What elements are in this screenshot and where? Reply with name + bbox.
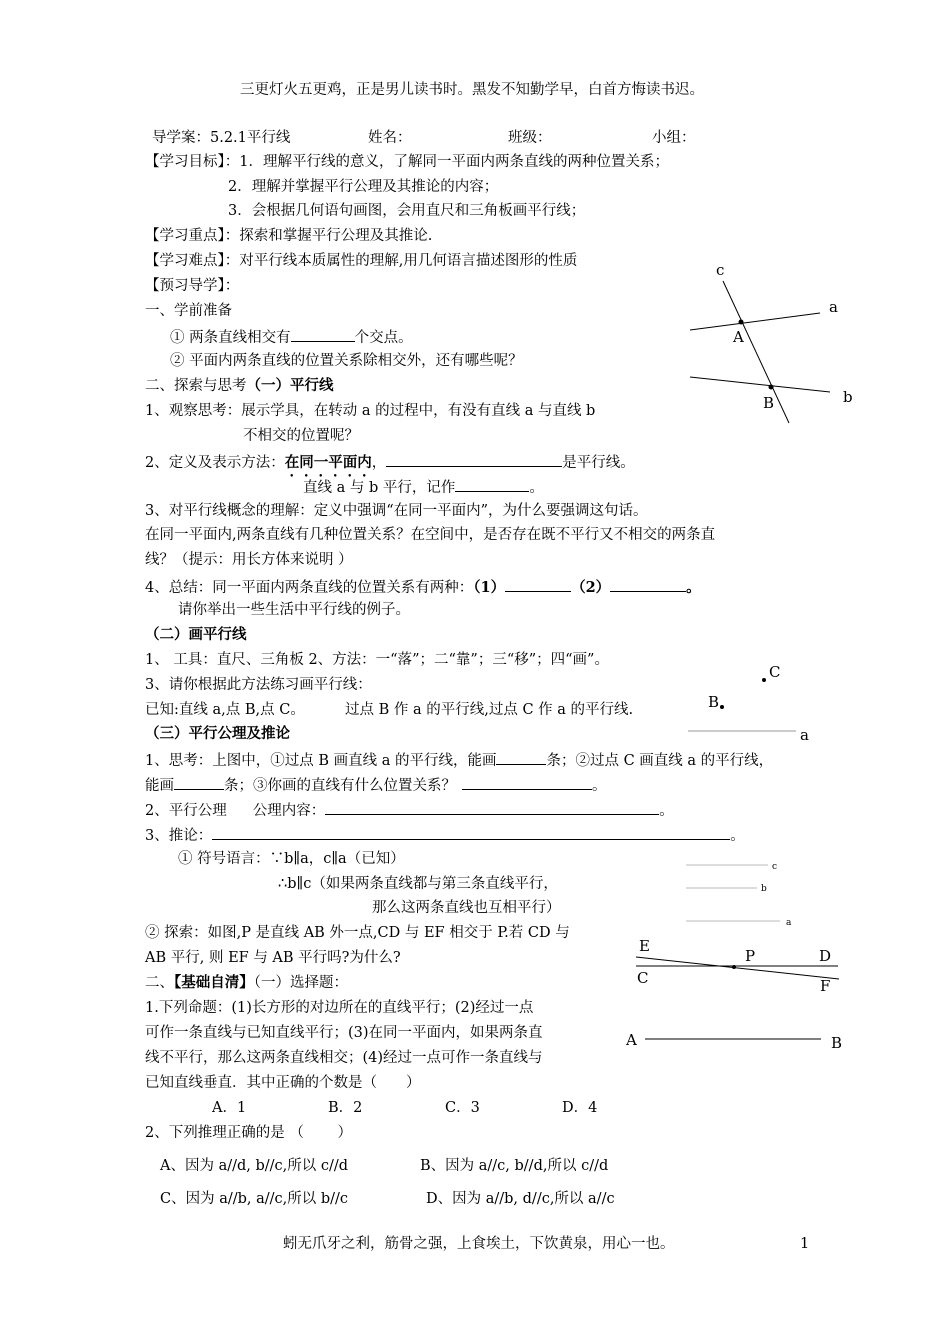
page-number: 1 [800, 1236, 810, 1252]
point-C [762, 678, 766, 682]
worksheet-title: 导学案：5.2.1平行线 [152, 130, 291, 146]
label-B: B [831, 1034, 843, 1052]
label-C: C [637, 969, 649, 987]
header-motto: 三更灯火五更鸡，正是男儿读书时。黑发不知勤学早，白首方悔读书迟。 [240, 82, 704, 98]
difficulty-label: 【学习难点】： [145, 253, 240, 269]
understanding-2: 在同一平面内,两条直线有几种位置关系？在空间中，是否存在既不平行又不相交的两条直 [145, 527, 716, 543]
q2-option-c[interactable]: C、因为 a//b, a//c,所以 b//c [160, 1191, 349, 1207]
axiom-heading: （三）平行公理及推论 [145, 725, 290, 742]
symbolic-1: ① 符号语言：∵b∥a，c∥a（已知） [178, 851, 405, 867]
basic-heading-c: （一）选择题： [253, 975, 348, 991]
figure-intersecting-lines [690, 261, 853, 423]
corollary-label: 3、推论： [145, 828, 213, 844]
figure-draw-parallels [688, 663, 809, 744]
q1-option-a[interactable]: A．1 [212, 1100, 247, 1116]
explore-2: AB 平行, 则 EF 与 AB 平行吗?为什么? [145, 950, 401, 966]
basic-heading-a: 二、 [145, 975, 174, 991]
figure-three-parallels [686, 862, 792, 928]
label-c: c [716, 261, 725, 279]
label-F: F [820, 977, 831, 995]
label-P: P [745, 947, 756, 965]
basic-heading-b: 【基础自清】 [174, 974, 254, 991]
key-point-label: 【学习重点】： [145, 228, 240, 244]
explore-1: ② 探索：如图,P 是直线 AB 外一点,CD 与 EF 相交于 P.若 CD 与 [145, 925, 570, 941]
think-1-a: 1、思考：上图中，①过点 B 画直线 a 的平行线，能画 [145, 753, 497, 769]
question-1-2: ② 平面内两条直线的位置关系除相交外，还有哪些呢？ [170, 353, 523, 369]
q2-option-b[interactable]: B、因为 a//c, b//d,所以 c//d [420, 1158, 609, 1174]
line-a [690, 313, 820, 330]
difficulty-text: 对平行线本质属性的理解,用几何语言描述图形的性质 [239, 253, 578, 269]
q1-text-a: ① 两条直线相交有 [170, 330, 291, 346]
goal-1: 1．理解平行线的意义，了解同一平面内两条直线的两种位置关系； [239, 154, 669, 170]
think-1-b: 条；②过点 C 画直线 a 的平行线， [546, 753, 774, 769]
corollary-end: 。 [730, 828, 745, 844]
point-P [732, 965, 736, 969]
label-B: B [708, 693, 720, 711]
key-point-text: 探索和掌握平行公理及其推论. [239, 228, 433, 244]
def-comma: ， [371, 455, 387, 471]
summary-1: （1） [473, 579, 506, 596]
think-2-b: 条；③你画的直线有什么位置关系？ [224, 778, 456, 794]
observe-line-2: 不相交的位置呢？ [243, 428, 359, 444]
label-a: a [800, 726, 809, 744]
axiom-content-label: 公理内容： [252, 803, 326, 819]
q2-option-a[interactable]: A、因为 a//d, b//c,所以 c//d [160, 1158, 349, 1174]
group-label: 小组： [652, 130, 696, 146]
observe-line-1: 1、观察思考：展示学具，在转动 a 的过程中，有没有直线 a 与直线 b [145, 403, 596, 419]
label-a: a [786, 918, 792, 928]
def-label: 2、定义及表示方法： [145, 455, 285, 471]
label-A: A [733, 328, 744, 346]
sec2-heading-a: 二、探索与思考 [145, 378, 247, 394]
point-B [769, 385, 774, 390]
preview-label: 【预习导学】： [145, 278, 240, 294]
q1-option-c[interactable]: C．3 [445, 1100, 480, 1116]
q1-line-4: 已知直线垂直．其中正确的个数是（ ） [145, 1075, 421, 1091]
notation-text: 直线 a 与 b 平行，记作 [303, 480, 456, 496]
sec2-heading-b: （一）平行线 [246, 377, 334, 394]
q1-line-2: 可作一条直线与已知直线平行；(3)在同一平面内，如果两条直 [145, 1025, 543, 1041]
q2-option-d[interactable]: D、因为 a//b, d//c,所以 a//c [426, 1191, 615, 1207]
def-emphasis: 在同一平面内 [284, 454, 372, 471]
label-B: B [763, 394, 775, 412]
label-D: D [819, 947, 832, 965]
figure-intersect-at-P [625, 937, 842, 1052]
q1-option-b[interactable]: B．2 [328, 1100, 363, 1116]
symbolic-3: 那么这两条直线也互相平行） [372, 900, 561, 916]
point-A [739, 320, 744, 325]
think-2-a: 能画 [145, 778, 174, 794]
section-1-heading: 一、学前准备 [145, 303, 232, 319]
line-b [690, 377, 830, 392]
draw-tools: 1、 工具：直尺、三角板 2、方法：一“落”；二“靠”；三“移”；四“画”。 [145, 652, 609, 668]
label-A: A [626, 1031, 637, 1049]
goals-label: 【学习目标】： [145, 154, 240, 170]
understanding-1: 3、对平行线概念的理解：定义中强调“在同一平面内”，为什么要强调这句话。 [145, 503, 648, 519]
line-EF [636, 957, 839, 979]
draw-heading: （二）画平行线 [145, 626, 247, 643]
summary-text: 4、总结：同一平面内两条直线的位置关系有两种： [145, 580, 474, 596]
symbolic-2: ∴b∥c（如果两条直线都与第三条直线平行， [278, 876, 558, 892]
axiom-end: 。 [659, 803, 674, 819]
footer-motto: 蚓无爪牙之利，筋骨之强，上食埃土，下饮黄泉，用心一也。 [283, 1236, 675, 1252]
draw-task: 过点 B 作 a 的平行线,过点 C 作 a 的平行线. [345, 702, 634, 718]
label-C: C [769, 663, 781, 681]
line-c [723, 281, 789, 423]
draw-practice: 3、请你根据此方法练习画平行线： [145, 677, 372, 693]
label-c: c [772, 862, 778, 872]
q1-text-b: 个交点。 [354, 330, 413, 346]
label-b: b [761, 884, 767, 894]
class-label: 班级： [508, 130, 552, 146]
label-a: a [829, 298, 838, 316]
def-end: 是平行线。 [562, 455, 635, 471]
axiom-label: 2、平行公理 [145, 803, 227, 819]
q1-line-1: 1.下列命题：(1)长方形的对边所在的直线平行；(2)经过一点 [145, 1000, 534, 1016]
draw-given: 已知:直线 a,点 B,点 C。 [145, 702, 305, 718]
goal-3: 3．会根据几何语句画图，会用直尺和三角板画平行线； [228, 203, 586, 219]
name-label: 姓名： [368, 130, 412, 146]
goal-2: 2．理解并掌握平行公理及其推论的内容； [228, 179, 499, 195]
summary-2: （2） [571, 579, 611, 596]
label-b: b [843, 388, 853, 406]
notation-end: 。 [529, 480, 544, 496]
think-2-c: 。 [592, 778, 607, 794]
label-E: E [639, 937, 650, 955]
summary-end: 。 [686, 579, 701, 596]
q1-option-d[interactable]: D．4 [562, 1100, 598, 1116]
q2-stem: 2、下列推理正确的是 （ ） [145, 1125, 352, 1141]
q1-line-3: 线不平行，那么这两条直线相交；(4)经过一点可作一条直线与 [145, 1050, 543, 1066]
understanding-3: 线？（提示：用长方体来说明 ） [145, 552, 353, 568]
example-prompt: 请你举出一些生活中平行线的例子。 [178, 602, 410, 618]
point-B [720, 705, 724, 709]
